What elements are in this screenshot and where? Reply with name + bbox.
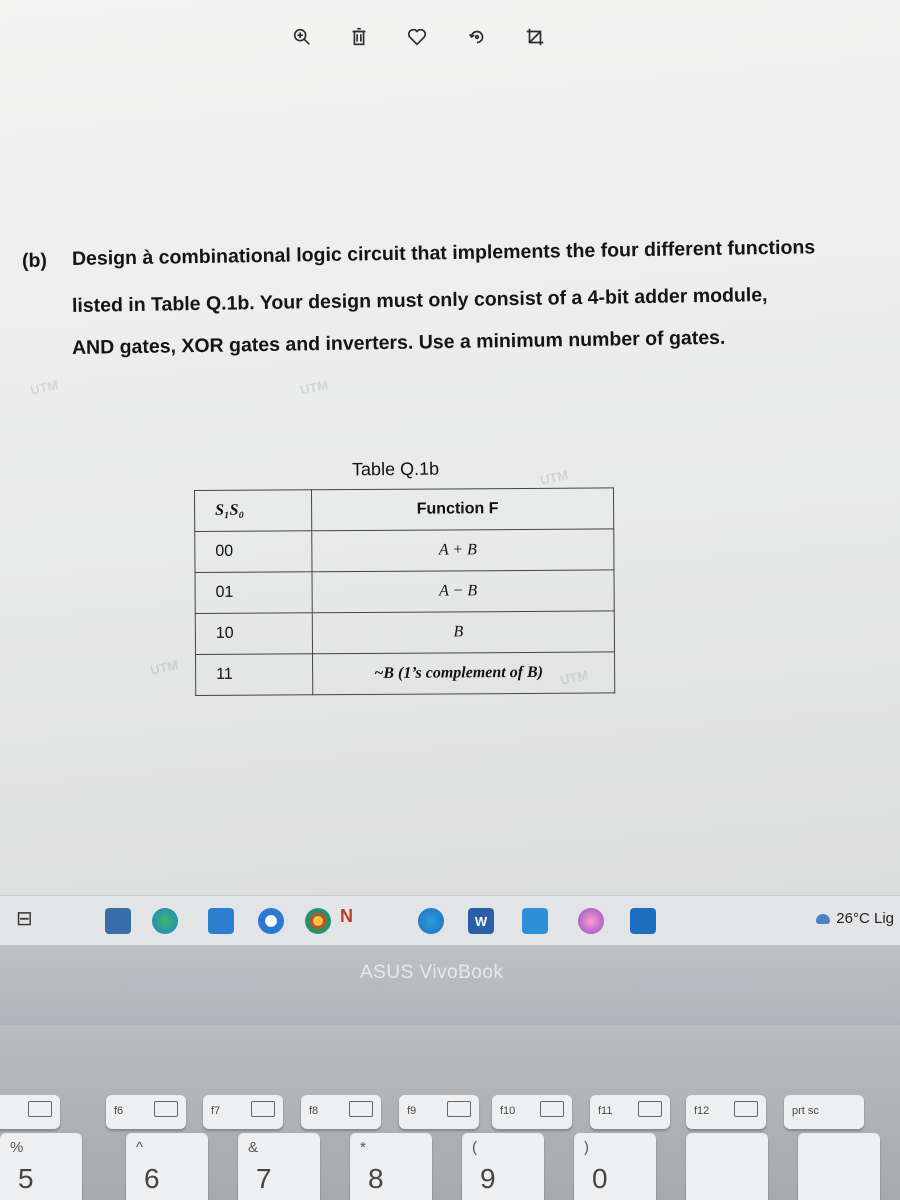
zoom-in-icon[interactable] (287, 22, 317, 52)
key-glyph-icon (734, 1101, 758, 1117)
laptop-bezel (0, 945, 900, 1025)
key-9[interactable] (462, 1133, 544, 1200)
cloud-icon (816, 914, 830, 924)
chrome-icon[interactable] (305, 908, 331, 934)
key-label: f9 (407, 1105, 417, 1117)
file-explorer-icon[interactable] (105, 908, 131, 934)
key-shift-label: ( (472, 1139, 477, 1156)
header-select: S₁S₀ (195, 490, 312, 532)
key-glyph-icon (447, 1101, 471, 1117)
watermark: UTM (148, 657, 180, 678)
edge-icon[interactable] (152, 908, 178, 934)
key-f9[interactable] (399, 1095, 479, 1129)
key-label: prt sc (792, 1105, 819, 1117)
app-icon[interactable] (578, 908, 604, 934)
key-shift-label: % (10, 1139, 24, 1156)
row-select: 01 (195, 572, 312, 614)
laptop-keyboard (0, 1025, 900, 1200)
watermark: UTM (298, 377, 330, 398)
app-n-icon[interactable]: N (340, 906, 353, 926)
delete-icon[interactable] (344, 22, 374, 52)
key-equals[interactable] (798, 1133, 880, 1200)
row-function: B (312, 611, 614, 654)
watermark: UTM (538, 467, 570, 488)
key-main-label: 8 (368, 1163, 384, 1194)
weather-widget[interactable] (816, 910, 894, 927)
header-function: Function F (312, 488, 614, 531)
heart-icon[interactable] (402, 22, 432, 52)
key-main-label: 9 (480, 1163, 496, 1194)
rotate-icon[interactable] (462, 22, 492, 52)
laptop-brand: ASUS VivoBook (360, 962, 504, 983)
telegram-icon[interactable] (418, 908, 444, 934)
key-glyph-icon (154, 1101, 178, 1117)
row-select: 00 (195, 531, 312, 573)
crop-icon[interactable] (520, 22, 550, 52)
key-f10[interactable] (492, 1095, 572, 1129)
table-caption: Table Q.1b (351, 458, 440, 480)
row-function: A − B (312, 570, 614, 613)
task-view-icon[interactable]: ⊟ (16, 908, 33, 930)
row-function: A + B (312, 529, 614, 572)
key-8[interactable] (350, 1133, 432, 1200)
key-glyph-icon (638, 1101, 662, 1117)
weather-text: 26°C Lig (836, 910, 894, 927)
key-f5[interactable] (0, 1095, 60, 1129)
key-shift-label: ) (584, 1139, 589, 1156)
windows-taskbar (0, 895, 900, 946)
row-select: 10 (195, 613, 312, 655)
key-main-label: 0 (592, 1163, 608, 1194)
table-row (196, 652, 615, 696)
key-glyph-icon (540, 1101, 564, 1117)
key-f12[interactable] (686, 1095, 766, 1129)
key-6[interactable] (126, 1133, 208, 1200)
function-table (194, 487, 615, 696)
mail-icon[interactable] (208, 908, 234, 934)
key-glyph-icon (251, 1101, 275, 1117)
key-7[interactable] (238, 1133, 320, 1200)
table-row (195, 570, 614, 614)
watermark: UTM (28, 377, 60, 398)
key-minus[interactable] (686, 1133, 768, 1200)
question-line-2: listed in Table Q.1b. Your design must only consist of a 4-bit adder module, (71, 284, 768, 317)
key-f6[interactable] (106, 1095, 186, 1129)
question-line-1: Design à combinational logic circuit that implements the four different functions (71, 236, 816, 270)
key-5[interactable] (0, 1133, 82, 1200)
cortana-icon[interactable] (258, 908, 284, 934)
key-f11[interactable] (590, 1095, 670, 1129)
key-glyph-icon (349, 1101, 373, 1117)
key-label: f10 (500, 1105, 516, 1117)
key-main-label: 7 (256, 1163, 272, 1194)
table-row (195, 529, 614, 573)
key-f8[interactable] (301, 1095, 381, 1129)
key-f7[interactable] (203, 1095, 283, 1129)
watermark: UTM (558, 667, 590, 688)
key-main-label: 6 (144, 1163, 160, 1194)
row-function: ~B (1’s complement of B) (313, 652, 615, 695)
key-label: f12 (694, 1105, 710, 1117)
table-row (195, 611, 614, 655)
key-label: f8 (309, 1105, 319, 1117)
photos-icon[interactable] (630, 908, 656, 934)
key-glyph-icon (28, 1101, 52, 1117)
row-select: 11 (196, 654, 313, 696)
key-main-label: 5 (18, 1163, 34, 1194)
table-header-row (195, 488, 614, 532)
app-icon[interactable] (522, 908, 548, 934)
key-label: f11 (598, 1105, 613, 1117)
question-line-3: AND gates, XOR gates and inverters. Use a minimum number of gates. (71, 326, 726, 359)
key-0[interactable] (574, 1133, 656, 1200)
key-shift-label: & (248, 1139, 259, 1156)
viewer-toolbar (0, 22, 900, 58)
key-shift-label: ^ (136, 1139, 144, 1156)
word-icon[interactable]: W (468, 908, 494, 934)
key-prtsc[interactable] (784, 1095, 864, 1129)
question-label: (b) (21, 249, 48, 272)
key-label: f6 (114, 1105, 124, 1117)
key-shift-label: * (360, 1139, 366, 1156)
key-label: f7 (211, 1105, 221, 1117)
